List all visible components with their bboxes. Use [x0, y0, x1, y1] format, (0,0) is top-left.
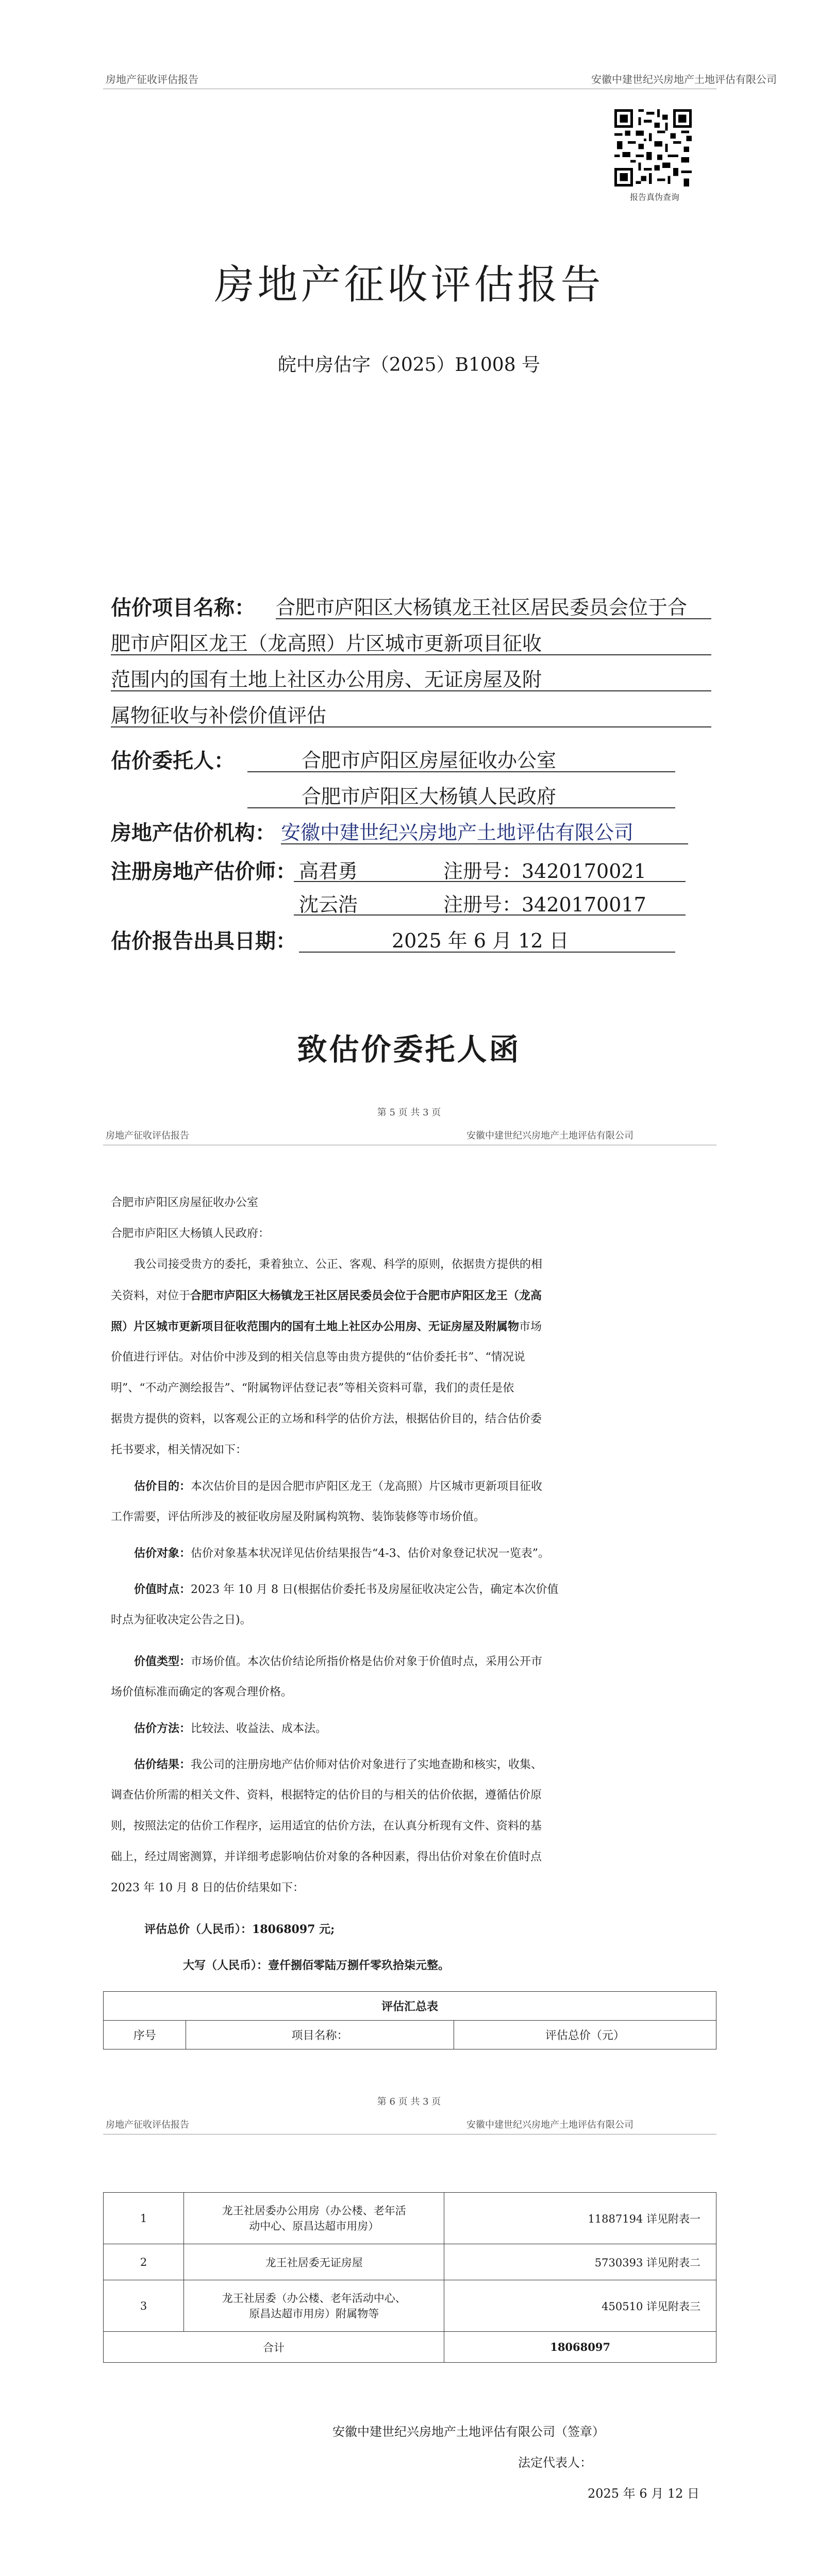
row-value: 450510 详见附表三	[444, 2280, 716, 2332]
intro-prefix: 关资料，对位于	[111, 1290, 191, 1302]
underline	[276, 618, 711, 619]
page-header-right: 安徽中建世纪兴房地产土地评估有限公司	[591, 73, 777, 86]
underline	[247, 807, 675, 808]
method-text: 比较法、收益法、成本法。	[191, 1722, 327, 1735]
intro-line	[111, 1283, 542, 1309]
project-line-4: 属物征收与补偿价值评估	[111, 704, 327, 727]
page-footer-6: 第 6 页 共 3 页	[377, 2096, 441, 2107]
date-label: 估价报告出具日期：	[111, 929, 296, 953]
time-text: 2023 年 10 月 8 日(根据估价委托书及房屋征收决定公告，确定本次价值	[191, 1583, 559, 1596]
client-label: 估价委托人：	[111, 749, 235, 773]
row-value: 11887194 详见附表一	[444, 2193, 716, 2244]
underline	[247, 771, 675, 772]
sign-company: 安徽中建世纪兴房地产土地评估有限公司（签章）	[332, 2425, 605, 2439]
purpose-label: 估价目的：	[134, 1480, 191, 1493]
intro-line: 我公司接受贵方的委托，秉着独立、公正、客观、科学的原则，依据贵方提供的相	[134, 1258, 543, 1271]
intro-suffix: 市场	[519, 1320, 542, 1333]
object-text: 估价对象基本状况详见估价结果报告“4-3、估价对象登记状况一览表”。	[191, 1547, 549, 1560]
total-line	[144, 1917, 335, 1942]
underline	[111, 726, 711, 727]
col-header-name: 项目名称：	[186, 2021, 454, 2049]
project-line-2: 肥市庐阳区龙王（龙高照）片区城市更新项目征收	[111, 632, 542, 655]
table-total-row	[104, 2332, 716, 2363]
summary-table-body	[103, 2192, 716, 2363]
caps-value: 壹仟捌佰零陆万捌仟零玖拾柒元整。	[268, 1959, 450, 1972]
method-label: 估价方法：	[134, 1722, 191, 1735]
project-label: 估价项目名称：	[111, 596, 255, 620]
row-value: 5730393 详见附表二	[444, 2244, 716, 2280]
purpose-line	[134, 1473, 542, 1500]
underline	[299, 952, 675, 953]
purpose-line: 工作需要，评估所涉及的被征收房屋及附属构筑物、装饰装修等市场价值。	[111, 1511, 486, 1523]
type-line: 场价值标准而确定的客观合理价格。	[111, 1686, 293, 1699]
result-text: 我公司的注册房地产估价师对估价对象进行了实地查勘和核实，收集、	[191, 1758, 543, 1771]
page-header-left: 房地产征收评估报告	[106, 2120, 189, 2130]
result-line: 调查估价所需的相关文件、资料，根据特定的估价目的与相关的估价依据，遵循估价原	[111, 1789, 542, 1802]
type-text: 市场价值。本次估价结论所指价格是估价对象于价值时点，采用公开市	[191, 1655, 543, 1668]
result-line: 2023 年 10 月 8 日的估价结果如下：	[111, 1882, 304, 1894]
underline	[294, 881, 686, 882]
page-footer-5: 第 5 页 共 3 页	[377, 1107, 441, 1118]
addressee-2: 合肥市庐阳区大杨镇人民政府：	[111, 1227, 270, 1240]
report-date: 2025 年 6 月 12 日	[392, 929, 569, 952]
intro-subject-cont: 照）片区城市更新项目征收范围内的国有土地上社区办公用房、无证房屋及附属物	[111, 1320, 520, 1333]
row-no: 2	[104, 2244, 184, 2280]
total-row-value: 18068097	[444, 2332, 716, 2363]
intro-line: 明”、“不动产测绘报告”、“附属物评估登记表”等相关资料可靠，我们的责任是依	[111, 1382, 514, 1395]
row-name-line: 龙王社居委无证房屋	[265, 2256, 363, 2269]
intro-line: 托书要求，相关情况如下：	[111, 1444, 247, 1456]
row-name	[184, 2280, 444, 2332]
object-label: 估价对象：	[134, 1547, 191, 1560]
appraiser-label: 注册房地产估价师：	[111, 859, 296, 884]
intro-line: 据贵方提供的资料，以客观公正的立场和科学的估价方法，根据估价目的，结合估价委	[111, 1413, 542, 1426]
row-no: 1	[104, 2193, 184, 2244]
report-title: 房地产征收评估报告	[214, 262, 604, 308]
project-line-1: 合肥市庐阳区大杨镇龙王社区居民委员会位于合	[276, 596, 688, 619]
row-name	[184, 2244, 444, 2280]
caps-line	[183, 1953, 449, 1978]
result-line: 础上，经过周密测算，并详细考虑影响估价对象的各种因素，得出估价对象在价值时点	[111, 1851, 542, 1863]
table-row	[104, 2193, 716, 2244]
addressee-1: 合肥市庐阳区房屋征收办公室	[111, 1196, 259, 1209]
purpose-text: 本次估价目的是因合肥市庐阳区龙王（龙高照）片区城市更新项目征收	[191, 1480, 543, 1493]
sign-date: 2025 年 6 月 12 日	[588, 2486, 700, 2501]
appraiser-2-name: 沈云浩	[299, 893, 358, 916]
page-header-left: 房地产征收评估报告	[106, 1130, 189, 1141]
sign-representative: 法定代表人：	[518, 2455, 592, 2470]
client-line-1: 合肥市庐阳区房屋征收办公室	[302, 749, 557, 772]
row-no: 3	[104, 2280, 184, 2332]
appraiser-2-reg: 注册号：3420170017	[443, 893, 646, 916]
type-line	[134, 1649, 542, 1675]
underline	[294, 914, 686, 916]
caps-label: 大写（人民币）：	[183, 1959, 269, 1972]
total-value: 18068097 元;	[252, 1923, 335, 1936]
project-line-3: 范围内的国有土地上社区办公用房、无证房屋及附	[111, 668, 542, 691]
intro-line: 价值进行评估。对估价中涉及到的相关信息等由贵方提供的“估价委托书”、“情况说	[111, 1351, 525, 1364]
result-line: 则，按照法定的估价工作程序，运用适宜的估价方法，在认真分析现有文件、资料的基	[111, 1820, 542, 1833]
appraiser-1-reg: 注册号：3420170021	[443, 860, 646, 883]
qr-caption: 报告真伪查询	[629, 192, 679, 202]
appraiser-1-name: 高君勇	[299, 860, 358, 883]
row-name-line: 龙王社居委（办公楼、老年活动中心、	[222, 2292, 406, 2304]
total-row-label: 合计	[104, 2332, 444, 2363]
qr-code-icon[interactable]	[614, 109, 692, 187]
result-line	[134, 1752, 542, 1778]
page-header-right: 安徽中建世纪兴房地产土地评估有限公司	[466, 1130, 633, 1141]
row-name	[184, 2193, 444, 2244]
report-number: 皖中房估字（2025）B1008 号	[277, 354, 541, 376]
table-row	[104, 2244, 716, 2280]
page-header-left: 房地产征收评估报告	[106, 73, 198, 86]
row-name-line: 龙王社居委办公用房（办公楼、老年活	[222, 2204, 406, 2217]
time-label: 价值时点：	[134, 1583, 191, 1596]
type-label: 价值类型：	[134, 1655, 191, 1668]
method-line	[134, 1716, 327, 1742]
row-name-line: 动中心、原昌达超市用房）	[249, 2219, 379, 2232]
table-row	[104, 2280, 716, 2332]
agency-name: 安徽中建世纪兴房地产土地评估有限公司	[281, 821, 634, 844]
underline	[111, 690, 711, 691]
col-header-value: 评估总价（元）	[454, 2021, 716, 2049]
agency-label: 房地产估价机构：	[111, 821, 276, 845]
result-label: 估价结果：	[134, 1758, 191, 1771]
page-header-right: 安徽中建世纪兴房地产土地评估有限公司	[466, 2120, 633, 2130]
time-line	[134, 1577, 559, 1603]
intro-line	[111, 1314, 542, 1340]
col-header-no: 序号	[104, 2021, 186, 2049]
total-label: 评估总价（人民币）：	[144, 1923, 253, 1936]
client-line-2: 合肥市庐阳区大杨镇人民政府	[302, 785, 557, 808]
underline	[111, 654, 711, 655]
underline	[281, 843, 688, 844]
object-line	[134, 1540, 549, 1567]
time-line: 时点为征收决定公告之日)。	[111, 1614, 252, 1626]
row-name-line: 原昌达超市用房）附属物等	[249, 2307, 379, 2320]
summary-table-title: 评估汇总表	[104, 1992, 716, 2021]
intro-subject: 合肥市庐阳区大杨镇龙王社区居民委员会位于合肥市庐阳区龙王（龙高	[190, 1289, 542, 1302]
letter-title: 致估价委托人函	[297, 1032, 521, 1067]
summary-table-head	[103, 1991, 716, 2049]
